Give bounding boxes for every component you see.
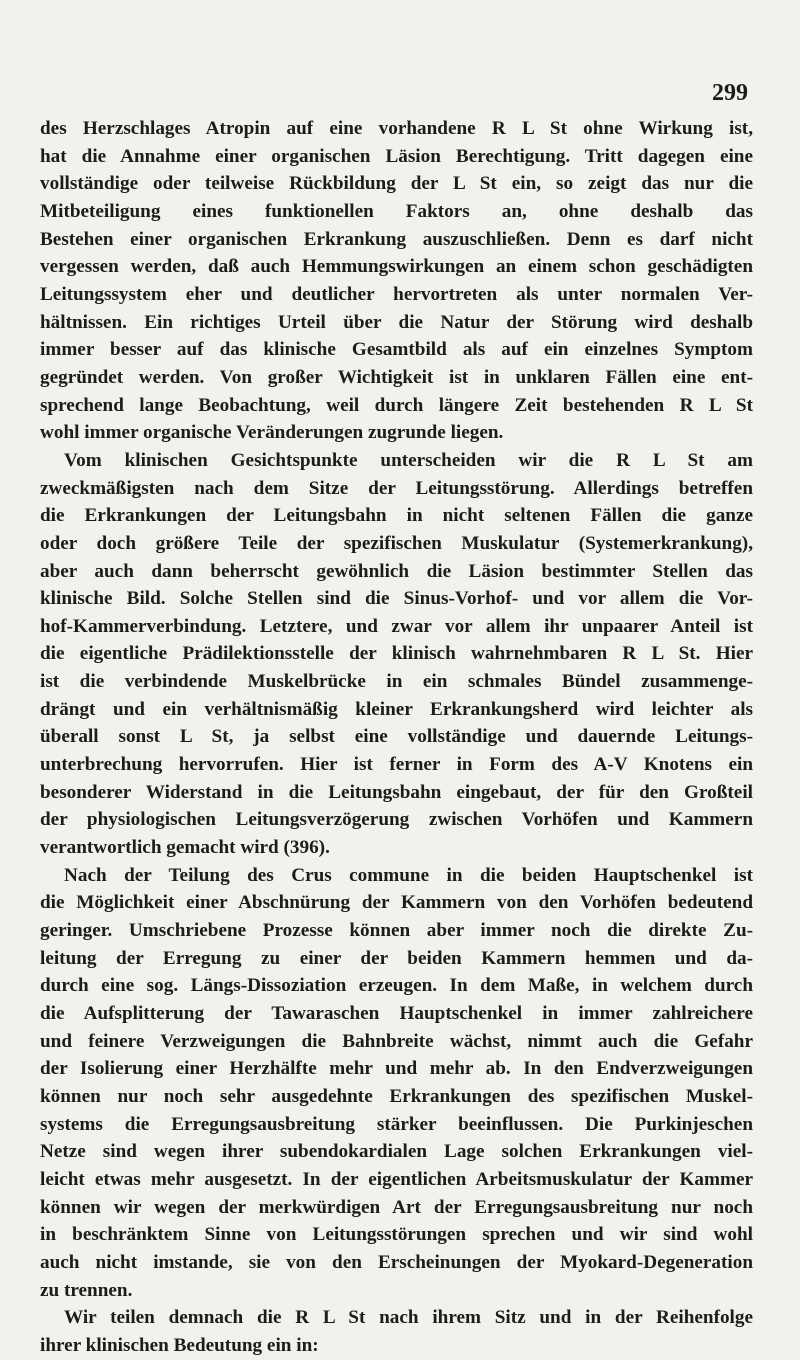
- text-line: drängt und ein verhältnismäßig kleiner Erkrankungsherd wird leichter als: [40, 698, 753, 720]
- text-line: vergessen werden, daß auch Hemmungswirkungen an einem schon geschädigten: [40, 256, 753, 278]
- text-line: besonderer Widerstand in die Leitungsbahn eingebaut, der für den Großteil: [40, 781, 753, 803]
- text-line: geringer. Umschriebene Prozesse können aber immer noch die direkte Zu-: [40, 920, 753, 942]
- text-line: zweckmäßigsten nach dem Sitze der Leitungsstörung. Allerdings betreffen: [40, 477, 753, 499]
- text-line: immer besser auf das klinische Gesamtbild als auf ein einzelnes Symptom: [40, 339, 753, 361]
- text-line: können nur noch sehr ausgedehnte Erkrankungen des spezifischen Muskel-: [40, 1085, 753, 1107]
- body-text: [40, 115, 753, 1360]
- text-line: sprechend lange Beobachtung, weil durch längere Zeit bestehenden R L St: [40, 394, 753, 416]
- text-line: Bestehen einer organischen Erkrankung auszuschließen. Denn es darf nicht: [40, 228, 753, 250]
- text-line: können wir wegen der merkwürdigen Art der Erregungsausbreitung nur noch: [40, 1196, 753, 1218]
- text-line: gegründet werden. Von großer Wichtigkeit ist in unklaren Fällen eine ent-: [40, 366, 753, 388]
- text-line: die Erkrankungen der Leitungsbahn in nicht seltenen Fällen die ganze: [40, 505, 753, 527]
- paragraph: [40, 1304, 753, 1359]
- text-line: Mitbeteiligung eines funktionellen Faktors an, ohne deshalb das: [40, 200, 753, 222]
- text-line: die eigentliche Prädilektionsstelle der klinisch wahrnehmbaren R L St. Hier: [40, 643, 753, 665]
- text-line: Nach der Teilung des Crus commune in die beiden Hauptschenkel ist: [64, 864, 753, 886]
- text-line: leicht etwas mehr ausgesetzt. In der eigentlichen Arbeitsmuskulatur der Kammer: [40, 1168, 753, 1190]
- text-line: Leitungssystem eher und deutlicher hervortreten als unter normalen Ver-: [40, 283, 753, 305]
- text-line: durch eine sog. Längs-Dissoziation erzeugen. In dem Maße, in welchem durch: [40, 975, 753, 997]
- text-line: zu trennen.: [40, 1279, 133, 1301]
- text-line: auch nicht imstande, sie von den Erscheinungen der Myokard-Degeneration: [40, 1251, 753, 1273]
- text-line: verantwortlich gemacht wird (396).: [40, 837, 330, 859]
- text-line: die Möglichkeit einer Abschnürung der Kammern von den Vorhöfen bedeutend: [40, 892, 753, 914]
- text-line: überall sonst L St, ja selbst eine vollständige und dauernde Leitungs-: [40, 726, 753, 748]
- text-line: die Aufsplitterung der Tawaraschen Hauptschenkel in immer zahlreichere: [40, 1003, 753, 1024]
- page-number: 299: [712, 80, 748, 106]
- text-line: wohl immer organische Veränderungen zugrunde liegen.: [40, 422, 504, 444]
- paragraph: [40, 862, 753, 1305]
- text-line: ihrer klinischen Bedeutung ein in:: [40, 1334, 319, 1356]
- text-line: Netze sind wegen ihrer subendokardialen Lage solchen Erkrankungen viel-: [40, 1141, 753, 1163]
- text-line: ist die verbindende Muskelbrücke in ein schmales Bündel zusammenge-: [40, 671, 753, 693]
- paragraph: [40, 115, 753, 447]
- text-line: Wir teilen demnach die R L St nach ihrem Sitz und in der Reihenfolge: [64, 1307, 753, 1329]
- text-line: hat die Annahme einer organischen Läsion Berechtigung. Tritt dagegen eine: [40, 145, 753, 167]
- text-line: leitung der Erregung zu einer der beiden Kammern hemmen und da-: [40, 947, 753, 969]
- text-line: unterbrechung hervorrufen. Hier ist ferner in Form des A-V Knotens ein: [40, 754, 753, 776]
- text-line: des Herzschlages Atropin auf eine vorhandene R L St ohne Wirkung ist,: [40, 118, 753, 139]
- text-line: hof-Kammerverbindung. Letztere, und zwar vor allem ihr unpaarer Anteil ist: [40, 615, 753, 637]
- text-line: hältnissen. Ein richtiges Urteil über die Natur der Störung wird deshalb: [40, 311, 753, 333]
- text-line: vollständige oder teilweise Rückbildung der L St ein, so zeigt das nur die: [40, 173, 753, 195]
- text-line: aber auch dann beherrscht gewöhnlich die Läsion bestimmter Stellen das: [40, 560, 753, 582]
- text-line: klinische Bild. Solche Stellen sind die Sinus-Vorhof- und vor allem die Vor-: [40, 588, 753, 610]
- text-line: Vom klinischen Gesichtspunkte unterscheiden wir die R L St am: [64, 449, 753, 471]
- text-line: der Isolierung einer Herzhälfte mehr und mehr ab. In den Endverzweigungen: [40, 1058, 753, 1080]
- text-line: und feinere Verzweigungen die Bahnbreite wächst, nimmt auch die Gefahr: [40, 1030, 753, 1052]
- text-line: in beschränktem Sinne von Leitungsstörungen sprechen und wir sind wohl: [40, 1224, 753, 1246]
- text-line: oder doch größere Teile der spezifischen Muskulatur (Systemerkrankung),: [40, 532, 753, 554]
- text-line: systems die Erregungsausbreitung stärker beeinflussen. Die Purkinjeschen: [40, 1113, 753, 1135]
- text-line: der physiologischen Leitungsverzögerung zwischen Vorhöfen und Kammern: [40, 809, 753, 831]
- paragraph: [40, 447, 753, 862]
